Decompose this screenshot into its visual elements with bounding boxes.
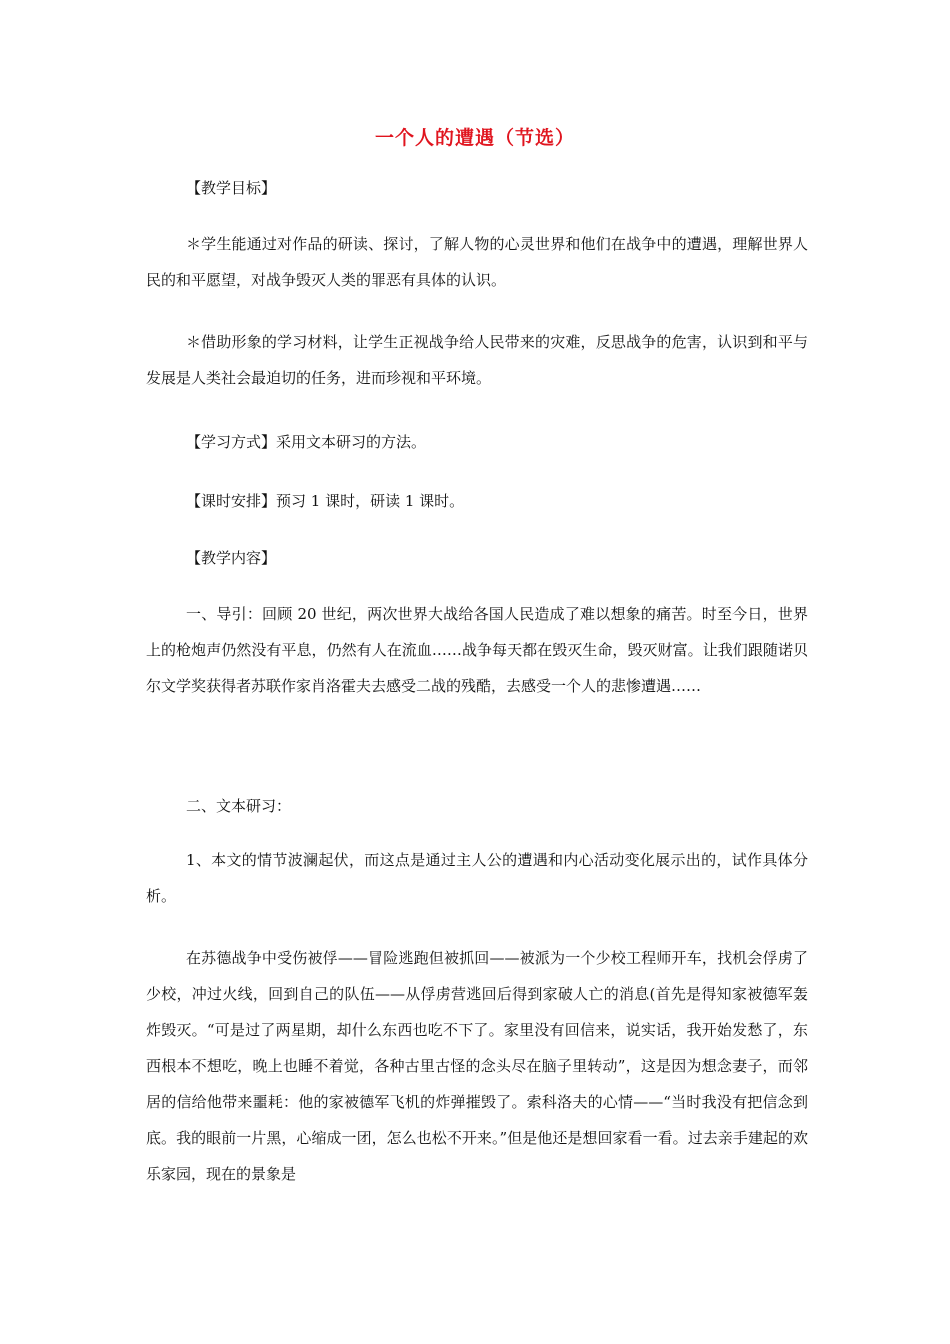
question-1-paragraph: 1、本文的情节波澜起伏，而这点是通过主人公的遭遇和内心活动变化展示出的，试作具体分析。 [146,851,808,905]
objective-paragraph-2: ＊借助形象的学习材料，让学生正视战争给人民带来的灾难，反思战争的危害，认识到和平与发展是人类社会最迫切的任务，进而珍视和平环境。 [146,333,808,387]
document-title: 一个人的遭遇（节选） [374,127,575,149]
objective-paragraph-1: ＊学生能通过对作品的研读、探讨，了解人物的心灵世界和他们在战争中的遭遇，理解世界人民的和平愿望，对战争毁灭人类的罪恶有具体的认识。 [146,235,808,289]
section-heading-content: 【教学内容】 [186,549,277,567]
schedule-line: 【课时安排】预习 1 课时，研读 1 课时。 [186,492,465,510]
analysis-paragraph: 在苏德战争中受伤被俘——冒险逃跑但被抓回——被派为一个少校工程师开车，找机会俘虏了少校，冲过火线，回到自己的队伍——从俘虏营逃回后得到家破人亡的消息(首先是得知家被德军轰炸毁灭。“可是过了两星期，却什么东西也吃不下了。家里没有回信来，说实话，我开始发愁了，东西根本不想吃，晚上也睡不着觉，各种古里古怪的念头尽在脑子里转动”，这是因为想念妻子，而邻居的信给他带来噩耗：他的家被德军飞机的炸弹摧毁了。索科洛夫的心情——“当时我没有把信念到底。我的眼前一片黑，心缩成一团，怎么也松不开来。”但是他还是想回家看一看。过去亲手建起的欢乐家园，现在的景象是 [146,949,808,1183]
text-study-heading: 二、文本研习： [186,797,292,815]
study-method-line: 【学习方式】采用文本研习的方法。 [186,433,427,451]
intro-paragraph: 一、导引：回顾 20 世纪，两次世界大战给各国人民造成了难以想象的痛苦。时至今日，世界上的枪炮声仍然没有平息，仍然有人在流血……战争每天都在毁灭生命，毁灭财富。让我们跟随诺贝尔文学奖获得者苏联作家肖洛霍夫去感受二战的残酷，去感受一个人的悲惨遭遇…… [146,605,808,695]
section-heading-objectives: 【教学目标】 [186,179,277,197]
